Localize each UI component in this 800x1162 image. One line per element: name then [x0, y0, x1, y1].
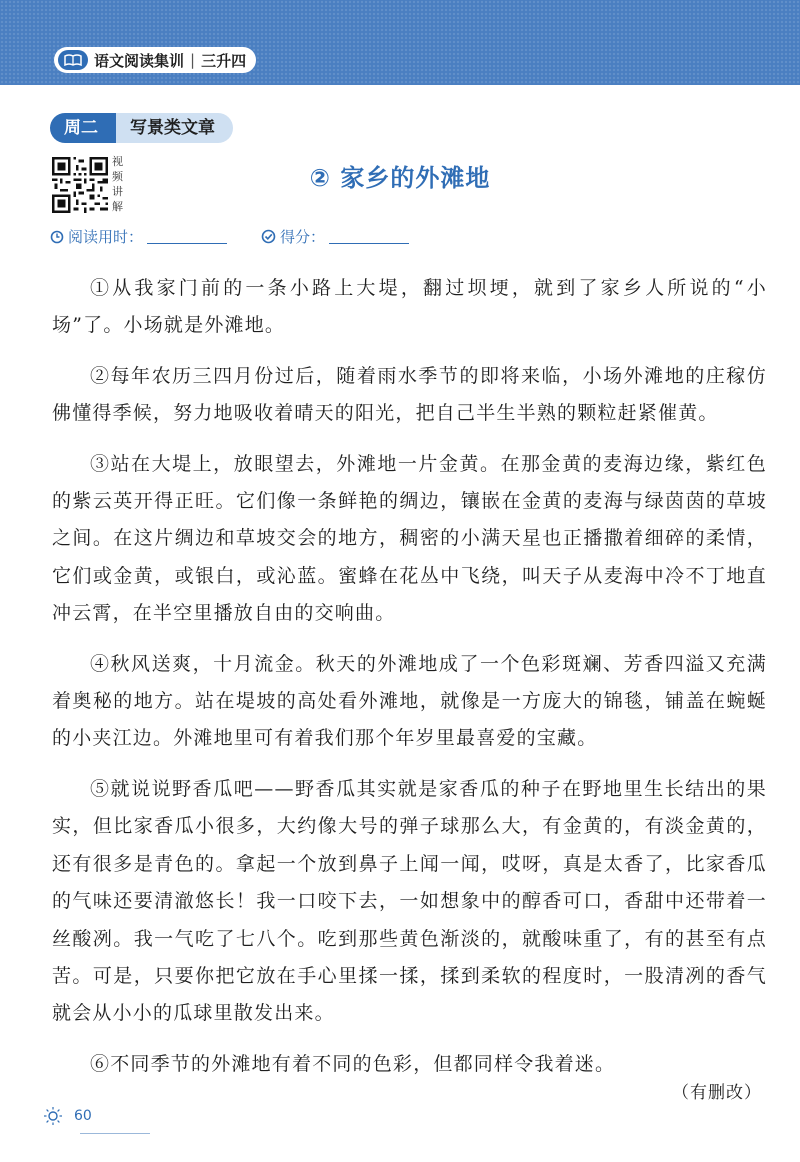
reading-time-blank[interactable]	[147, 229, 227, 244]
page-footer	[38, 1105, 92, 1127]
series-title: 语文阅读集训	[94, 51, 185, 70]
reading-time-label: 阅读用时：	[68, 228, 144, 246]
series-badge	[54, 47, 256, 73]
week-tag: 周二	[50, 113, 116, 143]
clock-icon	[50, 230, 64, 244]
paragraph: ⑥不同季节的外滩地有着不同的色彩，但都同样令我着迷。	[90, 1052, 616, 1075]
series-separator: |	[190, 51, 196, 69]
book-icon	[58, 50, 88, 70]
article-title: ② 家乡的外滩地	[309, 164, 491, 192]
source-note: （有删改）	[672, 1083, 762, 1103]
reading-meta	[50, 226, 409, 247]
section-tab	[50, 113, 233, 143]
paragraph: ④秋风送爽，十月流金。秋天的外滩地成了一个色彩斑斓、芳香四溢又充满着奥秘的地方。站在堤坡的高处看外滩地，就像是一方庞大的锦毯，铺盖在蜿蜒的小夹江边。外滩地里可有着我们那个年岁里最喜爱的宝藏。	[52, 652, 767, 750]
paragraph: ②每年农历三四月份过后，随着雨水季节的即将来临，小场外滩地的庄稼仿佛懂得季候，努力地吸收着晴天的阳光，把自己半生半熟的颗粒赶紧催黄。	[52, 364, 767, 425]
score-label: 得分：	[280, 228, 326, 246]
article-body	[52, 270, 767, 1096]
page-number: 60	[74, 1108, 92, 1124]
reading-time	[50, 226, 227, 247]
paragraph: ③站在大堤上，放眼望去，外滩地一片金黄。在那金黄的麦海边缘，紫红色的紫云英开得正旺。它们像一条鲜艳的绸边，镶嵌在金黄的麦海与绿茵茵的草坡之间。在这片绸边和草坡交会的地方，稠密的小满天星也正播撒着细碎的柔情，它们或金黄，或银白，或沁蓝。蜜蜂在花丛中飞绕，叫天子从麦海中冷不丁地直冲云霄，在半空里播放自由的交响曲。	[52, 452, 767, 625]
paragraph: ⑤就说说野香瓜吧——野香瓜其实就是家香瓜的种子在野地里生长结出的果实，但比家香瓜小很多，大约像大号的弹子球那么大，有金黄的，有淡金黄的，还有很多是青色的。拿起一个放到鼻子上闻一闻，哎呀，真是太香了，比家香瓜的气味还要清澈悠长！我一口咬下去，一如想象中的醇香可口，香甜中还带着一丝酸冽。我一气吃了七八个。吃到那些黄色渐淡的，就酸味重了，有的甚至有点苦。可是，只要你把它放在手心里揉一揉，揉到柔软的程度时，一股清冽的香气就会从小小的瓜球里散发出来。	[52, 777, 767, 1025]
footer-line	[80, 1133, 150, 1134]
sun-icon	[38, 1105, 68, 1127]
score-blank[interactable]	[329, 229, 409, 244]
grade-label: 三升四	[201, 51, 247, 70]
score	[261, 226, 409, 247]
check-icon	[261, 229, 276, 244]
video-label: 视频讲解	[112, 155, 123, 213]
category-tag: 写景类文章	[104, 113, 233, 143]
paragraph: ①从我家门前的一条小路上大堤，翻过坝埂，就到了家乡人所说的“小场”了。小场就是外滩地。	[52, 277, 767, 337]
